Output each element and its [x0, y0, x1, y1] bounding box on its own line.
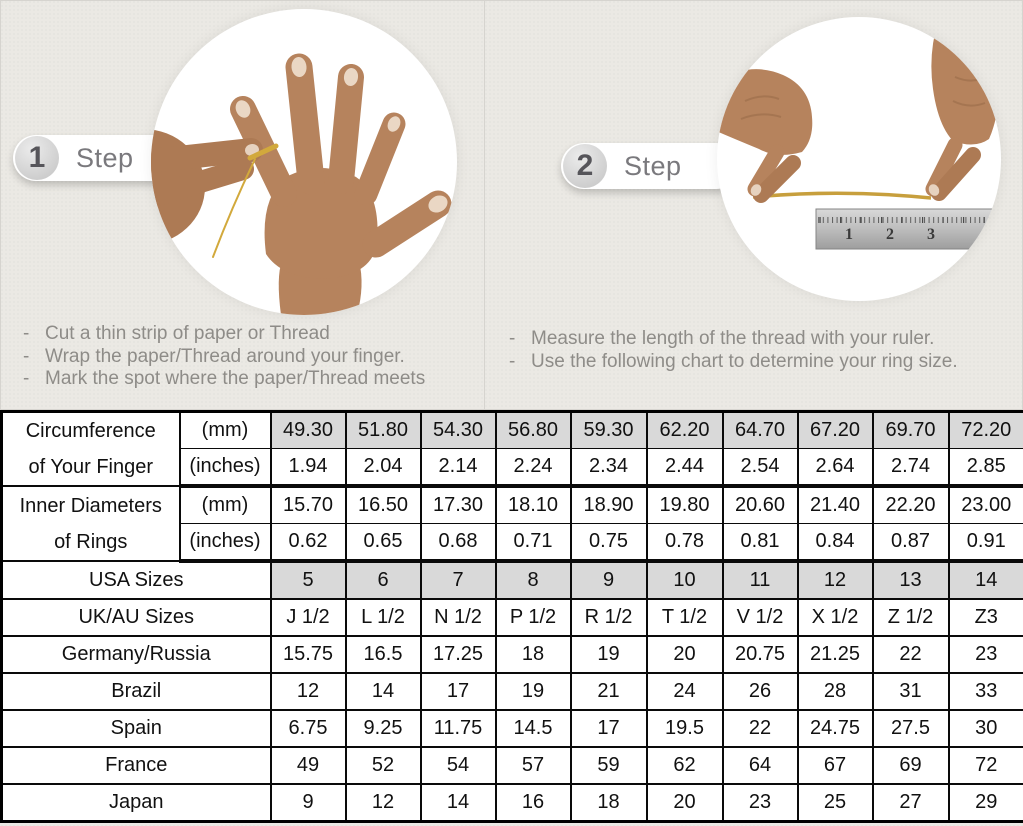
table-row — [2, 636, 1023, 673]
value-cell: 19 — [496, 673, 571, 710]
value-cell: 64 — [723, 747, 798, 784]
step-1-number: 1 — [15, 136, 59, 180]
value-cell: 0.68 — [421, 524, 496, 562]
value-cell: 22 — [873, 636, 949, 673]
value-cell: 23.00 — [949, 486, 1023, 524]
value-cell: 20.60 — [723, 486, 798, 524]
value-cell: 20 — [647, 784, 723, 822]
value-cell: 19.80 — [647, 486, 723, 524]
value-cell: 2.85 — [949, 449, 1023, 487]
size-table-body — [2, 412, 1023, 822]
value-cell: 9.25 — [346, 710, 421, 747]
instruction-text: Use the following chart to determine your ring size. — [531, 350, 958, 372]
instruction-text: Cut a thin strip of paper or Thread — [45, 323, 330, 344]
value-cell: 59.30 — [571, 412, 647, 449]
value-cell: 1.94 — [271, 449, 346, 487]
value-cell: 11.75 — [421, 710, 496, 747]
instruction-line — [23, 346, 425, 369]
step-2-label: Step — [624, 150, 682, 181]
table-row — [2, 710, 1023, 747]
value-cell: 27.5 — [873, 710, 949, 747]
ruler-graphic — [816, 209, 1001, 249]
value-cell: 16.5 — [346, 636, 421, 673]
value-cell: 17 — [421, 673, 496, 710]
value-cell: T 1/2 — [647, 599, 723, 636]
instruction-section — [0, 0, 1023, 410]
bullet-dash: - — [23, 323, 30, 344]
value-cell: 2.24 — [496, 449, 571, 487]
value-cell: 21 — [571, 673, 647, 710]
bullet-dash: - — [23, 368, 30, 389]
unit-label: (inches) — [180, 524, 271, 562]
value-cell: 51.80 — [346, 412, 421, 449]
value-cell: 6.75 — [271, 710, 346, 747]
value-cell: 16 — [496, 784, 571, 822]
value-cell: 18.10 — [496, 486, 571, 524]
left-hand — [717, 69, 812, 198]
value-cell: P 1/2 — [496, 599, 571, 636]
measuring-illustration — [717, 17, 1001, 301]
value-cell: 22 — [723, 710, 798, 747]
value-cell: 13 — [873, 561, 949, 599]
value-cell: 0.62 — [271, 524, 346, 562]
value-cell: 6 — [346, 561, 421, 599]
step-1-instructions — [23, 323, 425, 391]
value-cell: 0.65 — [346, 524, 421, 562]
value-cell: 30 — [949, 710, 1023, 747]
ruler-number-2: 2 — [886, 226, 894, 243]
value-cell: 69 — [873, 747, 949, 784]
value-cell: 10 — [647, 561, 723, 599]
value-cell: 22.20 — [873, 486, 949, 524]
step-2-number: 2 — [563, 144, 607, 188]
value-cell: 52 — [346, 747, 421, 784]
value-cell: 2.64 — [798, 449, 873, 487]
table-row — [2, 599, 1023, 636]
table-row — [2, 747, 1023, 784]
region-label: Japan — [2, 784, 271, 822]
value-cell: 9 — [571, 561, 647, 599]
value-cell: 12 — [271, 673, 346, 710]
value-cell: 28 — [798, 673, 873, 710]
step-2-instructions — [509, 328, 958, 373]
value-cell: 14.5 — [496, 710, 571, 747]
value-cell: 12 — [346, 784, 421, 822]
value-cell: 64.70 — [723, 412, 798, 449]
value-cell: 2.54 — [723, 449, 798, 487]
value-cell: Z3 — [949, 599, 1023, 636]
value-cell: 2.44 — [647, 449, 723, 487]
measure-label — [2, 486, 180, 561]
value-cell: 0.81 — [723, 524, 798, 562]
value-cell: 54.30 — [421, 412, 496, 449]
bullet-dash: - — [509, 328, 516, 349]
value-cell: 21.40 — [798, 486, 873, 524]
size-chart-table — [0, 410, 1023, 823]
value-cell: J 1/2 — [271, 599, 346, 636]
value-cell: 49 — [271, 747, 346, 784]
value-cell: L 1/2 — [346, 599, 421, 636]
value-cell: Z 1/2 — [873, 599, 949, 636]
panel-divider — [484, 1, 485, 410]
measure-label-line: of Rings — [54, 530, 128, 553]
value-cell: 23 — [949, 636, 1023, 673]
instruction-line — [23, 323, 425, 346]
ruler-number-3: 3 — [927, 226, 935, 243]
measure-label-line: of Your Finger — [28, 456, 154, 478]
value-cell: X 1/2 — [798, 599, 873, 636]
value-cell: 57 — [496, 747, 571, 784]
value-cell: 29 — [949, 784, 1023, 822]
value-cell: 56.80 — [496, 412, 571, 449]
value-cell: 67.20 — [798, 412, 873, 449]
value-cell: 49.30 — [271, 412, 346, 449]
instruction-line — [509, 328, 958, 351]
value-cell: 14 — [421, 784, 496, 822]
value-cell: 25 — [798, 784, 873, 822]
measure-label-line: Circumference — [25, 420, 156, 442]
value-cell: 11 — [723, 561, 798, 599]
value-cell: 8 — [496, 561, 571, 599]
unit-label: (inches) — [180, 449, 271, 487]
table-row — [2, 784, 1023, 822]
value-cell: 62 — [647, 747, 723, 784]
value-cell: 21.25 — [798, 636, 873, 673]
value-cell: 2.74 — [873, 449, 949, 487]
value-cell: 69.70 — [873, 412, 949, 449]
bullet-dash: - — [23, 345, 30, 367]
step-1-photo — [151, 9, 457, 315]
value-cell: 2.14 — [421, 449, 496, 487]
value-cell: 20 — [647, 636, 723, 673]
step-1-label: Step — [76, 142, 134, 173]
value-cell: 16.50 — [346, 486, 421, 524]
value-cell: 19.5 — [647, 710, 723, 747]
table-row — [2, 412, 1023, 449]
bullet-dash: - — [509, 350, 516, 372]
value-cell: 17.25 — [421, 636, 496, 673]
step-2-badge — [561, 143, 739, 189]
value-cell: 18 — [496, 636, 571, 673]
value-cell: 0.91 — [949, 524, 1023, 562]
region-label: Spain — [2, 710, 271, 747]
table-row — [2, 673, 1023, 710]
instruction-line — [509, 351, 958, 374]
value-cell: 24 — [647, 673, 723, 710]
value-cell: 0.78 — [647, 524, 723, 562]
value-cell: 14 — [949, 561, 1023, 599]
region-label: UK/AU Sizes — [2, 599, 271, 636]
value-cell: 33 — [949, 673, 1023, 710]
region-label: USA Sizes — [2, 561, 271, 599]
step-2-photo — [717, 17, 1001, 301]
value-cell: 18 — [571, 784, 647, 822]
instruction-line — [23, 368, 425, 391]
value-cell: 19 — [571, 636, 647, 673]
value-cell: 67 — [798, 747, 873, 784]
value-cell: 15.70 — [271, 486, 346, 524]
value-cell: 54 — [421, 747, 496, 784]
unit-label: (mm) — [180, 412, 271, 449]
region-label: Brazil — [2, 673, 271, 710]
value-cell: 72 — [949, 747, 1023, 784]
value-cell: 18.90 — [571, 486, 647, 524]
measure-label — [2, 412, 180, 487]
value-cell: 0.75 — [571, 524, 647, 562]
value-cell: 2.34 — [571, 449, 647, 487]
region-label: Germany/Russia — [2, 636, 271, 673]
value-cell: 7 — [421, 561, 496, 599]
value-cell: 14 — [346, 673, 421, 710]
helping-hand — [151, 129, 260, 245]
value-cell: 24.75 — [798, 710, 873, 747]
table-row — [2, 486, 1023, 524]
value-cell: V 1/2 — [723, 599, 798, 636]
value-cell: 0.71 — [496, 524, 571, 562]
value-cell: 2.04 — [346, 449, 421, 487]
table-row — [2, 561, 1023, 599]
value-cell: N 1/2 — [421, 599, 496, 636]
value-cell: 17 — [571, 710, 647, 747]
value-cell: 59 — [571, 747, 647, 784]
size-chart-section — [0, 410, 1023, 823]
measure-label-line: Inner Diameters — [19, 494, 162, 517]
instruction-text: Wrap the paper/Thread around your finger. — [45, 345, 405, 367]
thread-graphic — [753, 193, 931, 198]
unit-label: (mm) — [180, 486, 271, 524]
instruction-text: Measure the length of the thread with your ruler. — [531, 328, 935, 349]
value-cell: 9 — [271, 784, 346, 822]
value-cell: 26 — [723, 673, 798, 710]
value-cell: 5 — [271, 561, 346, 599]
value-cell: 72.20 — [949, 412, 1023, 449]
value-cell: 15.75 — [271, 636, 346, 673]
value-cell: 0.87 — [873, 524, 949, 562]
hand-with-thread-illustration — [151, 9, 457, 315]
value-cell: 23 — [723, 784, 798, 822]
instruction-text: Mark the spot where the paper/Thread meets — [45, 368, 426, 389]
ruler-number-1: 1 — [845, 226, 853, 243]
value-cell: 12 — [798, 561, 873, 599]
right-hand — [927, 17, 1001, 198]
region-label: France — [2, 747, 271, 784]
value-cell: 62.20 — [647, 412, 723, 449]
value-cell: R 1/2 — [571, 599, 647, 636]
value-cell: 27 — [873, 784, 949, 822]
value-cell: 31 — [873, 673, 949, 710]
value-cell: 17.30 — [421, 486, 496, 524]
value-cell: 20.75 — [723, 636, 798, 673]
value-cell: 0.84 — [798, 524, 873, 562]
